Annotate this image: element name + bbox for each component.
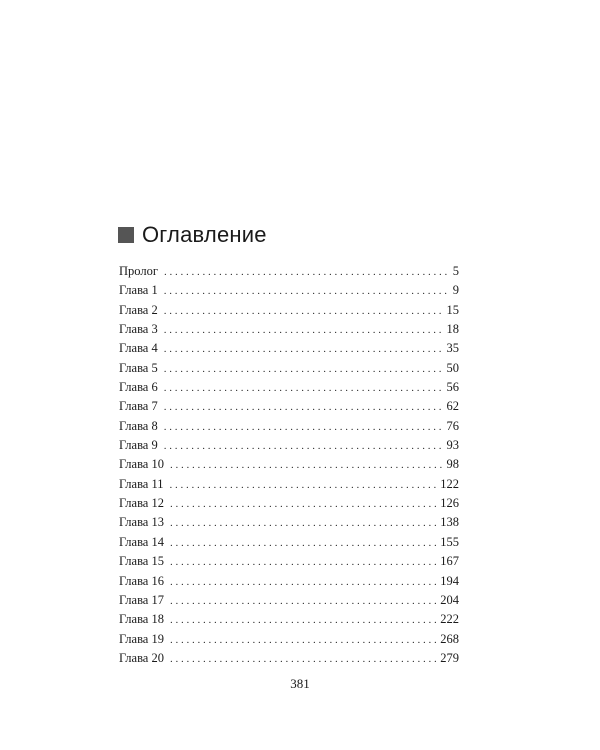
toc-dot-leader [164,360,444,379]
toc-entry-page: 194 [440,573,459,588]
toc-entry-page: 155 [440,534,459,549]
toc-entry-page: 93 [446,438,459,453]
toc-entry [119,533,459,552]
toc-entry [119,359,459,378]
toc-entry-page: 122 [440,476,459,491]
toc-entry [119,262,459,281]
toc-heading [118,222,267,248]
toc-entry-title: Глава 13 [119,515,164,530]
toc-entry-title: Глава 4 [119,341,158,356]
toc-dot-leader [164,340,444,359]
toc-dot-leader [170,553,437,572]
toc-entry-page: 167 [440,554,459,569]
toc-entry-page: 268 [440,631,459,646]
toc-entry-page: 9 [452,283,459,298]
toc-entry [119,494,459,513]
toc-entry-page: 222 [440,612,459,627]
toc-entry-title: Глава 9 [119,438,158,453]
toc-entry [119,513,459,532]
toc-entry [119,378,459,397]
toc-entry-page: 50 [446,360,459,375]
toc-dot-leader [170,495,437,514]
toc-dot-leader [164,418,444,437]
toc-entry [119,397,459,416]
toc-entry-page: 35 [446,341,459,356]
toc-entry [119,630,459,649]
toc-dot-leader [164,282,450,301]
toc-entry-page: 138 [440,515,459,530]
toc-entry [119,455,459,474]
toc-entry-page: 76 [446,418,459,433]
toc-entry-title: Глава 6 [119,380,158,395]
toc-entry-title: Глава 7 [119,399,158,414]
toc-dot-leader [170,592,437,611]
toc-entry-page: 15 [446,302,459,317]
toc-entry-title: Глава 18 [119,612,164,627]
toc-entry-page: 62 [446,399,459,414]
toc-entry-page: 56 [446,380,459,395]
toc-entry-title: Глава 15 [119,554,164,569]
toc-entry-title: Глава 11 [119,476,164,491]
toc-entry [119,320,459,339]
toc-dot-leader [170,476,438,495]
toc-entry [119,552,459,571]
toc-entry-page: 126 [440,496,459,511]
toc-dot-leader [170,573,437,592]
toc-entry-title: Глава 8 [119,418,158,433]
toc-dot-leader [164,302,444,321]
page-number: 381 [290,676,310,691]
toc-entry-title: Пролог [119,264,158,278]
toc-entry-page: 5 [452,264,459,278]
toc-entry-page: 18 [446,322,459,337]
toc-entry [119,417,459,436]
toc-entry-title: Глава 2 [119,302,158,317]
toc-entry-page: 204 [440,592,459,607]
toc-entry-title: Глава 12 [119,496,164,511]
toc-dot-leader [170,611,437,630]
toc-entry-title: Глава 20 [119,650,164,665]
toc-entry [119,339,459,358]
toc-title: Оглавление [142,222,267,247]
toc-entry-title: Глава 16 [119,573,164,588]
toc-entry [119,475,459,494]
toc-dot-leader [164,321,444,340]
toc-entry-title: Глава 14 [119,534,164,549]
toc-dot-leader [164,398,444,417]
toc-entry-title: Глава 3 [119,322,158,337]
toc-dot-leader [164,263,450,282]
toc-entry [119,301,459,320]
toc-entry-title: Глава 19 [119,631,164,646]
toc-dot-leader [170,631,437,650]
toc-entry [119,572,459,591]
toc-entry [119,591,459,610]
toc-dot-leader [170,456,444,475]
toc-entry-title: Глава 1 [119,283,158,298]
toc-entry [119,436,459,455]
heading-square-icon [118,227,134,243]
toc-entry-title: Глава 5 [119,360,158,375]
toc-dot-leader [164,437,444,456]
toc-entry [119,281,459,300]
toc-entry-title: Глава 17 [119,592,164,607]
toc-dot-leader [170,514,437,533]
toc-entry-page: 279 [440,650,459,665]
toc-dot-leader [170,534,437,553]
toc-entry [119,649,459,668]
toc-entry [119,610,459,629]
toc-entry-page: 98 [446,457,459,472]
toc-dot-leader [164,379,444,398]
toc-entry-title: Глава 10 [119,457,164,472]
toc-dot-leader [170,650,437,669]
toc-list [119,262,459,668]
